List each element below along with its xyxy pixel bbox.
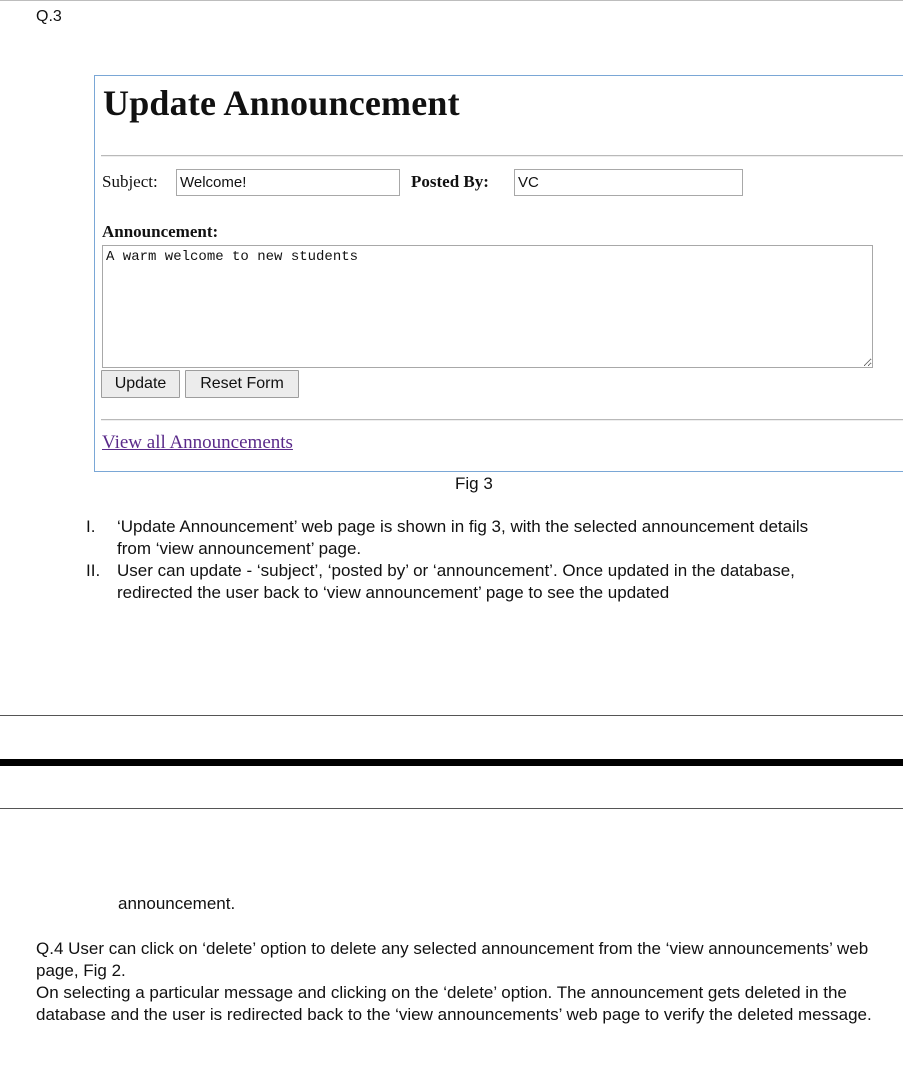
divider [101, 419, 903, 421]
page-title: Update Announcement [103, 83, 460, 123]
figure-caption: Fig 3 [455, 474, 493, 493]
view-all-announcements-link[interactable]: View all Announcements [102, 432, 293, 453]
subject-label: Subject: [102, 172, 158, 191]
continuation-text: announcement. [118, 894, 236, 913]
reset-form-button[interactable]: Reset Form [185, 370, 299, 398]
figure-update-announcement [94, 75, 903, 472]
list-number: I. [86, 517, 96, 536]
q4-paragraph-2: On selecting a particular message and clicking on the ‘delete’ option. The announcement gets deleted in the database and the user is redirected back to the ‘view announcements’ web page to verify the deleted message. [36, 983, 872, 1024]
list-number: II. [86, 561, 101, 580]
divider [101, 155, 903, 157]
question-label: Q.3 [36, 8, 62, 25]
subject-input[interactable] [176, 169, 400, 196]
posted-by-input[interactable] [514, 169, 743, 196]
update-button[interactable]: Update [101, 370, 180, 398]
question-4 [36, 938, 876, 1026]
list-item [86, 516, 846, 560]
page-break-bar [0, 759, 903, 766]
top-divider [0, 0, 903, 1]
announcement-textarea[interactable] [102, 245, 873, 368]
posted-by-label: Posted By: [411, 172, 489, 191]
list-item [86, 560, 846, 604]
announcement-label: Announcement: [102, 222, 219, 241]
page-break-rule [0, 715, 903, 716]
page-break-rule [0, 808, 903, 809]
list-text: User can update - ‘subject’, ‘posted by’ or ‘announcement’. Once updated in the database, redirected the user back to ‘view announcement’ page to see the updated [117, 561, 795, 602]
q4-paragraph-1: Q.4 User can click on ‘delete’ option to delete any selected announcement from the ‘view announcements’ web page, Fig 2. [36, 939, 869, 980]
list-text: ‘Update Announcement’ web page is shown in fig 3, with the selected announcement details from ‘view announcement’ page. [117, 517, 809, 558]
numbered-list [86, 516, 846, 604]
